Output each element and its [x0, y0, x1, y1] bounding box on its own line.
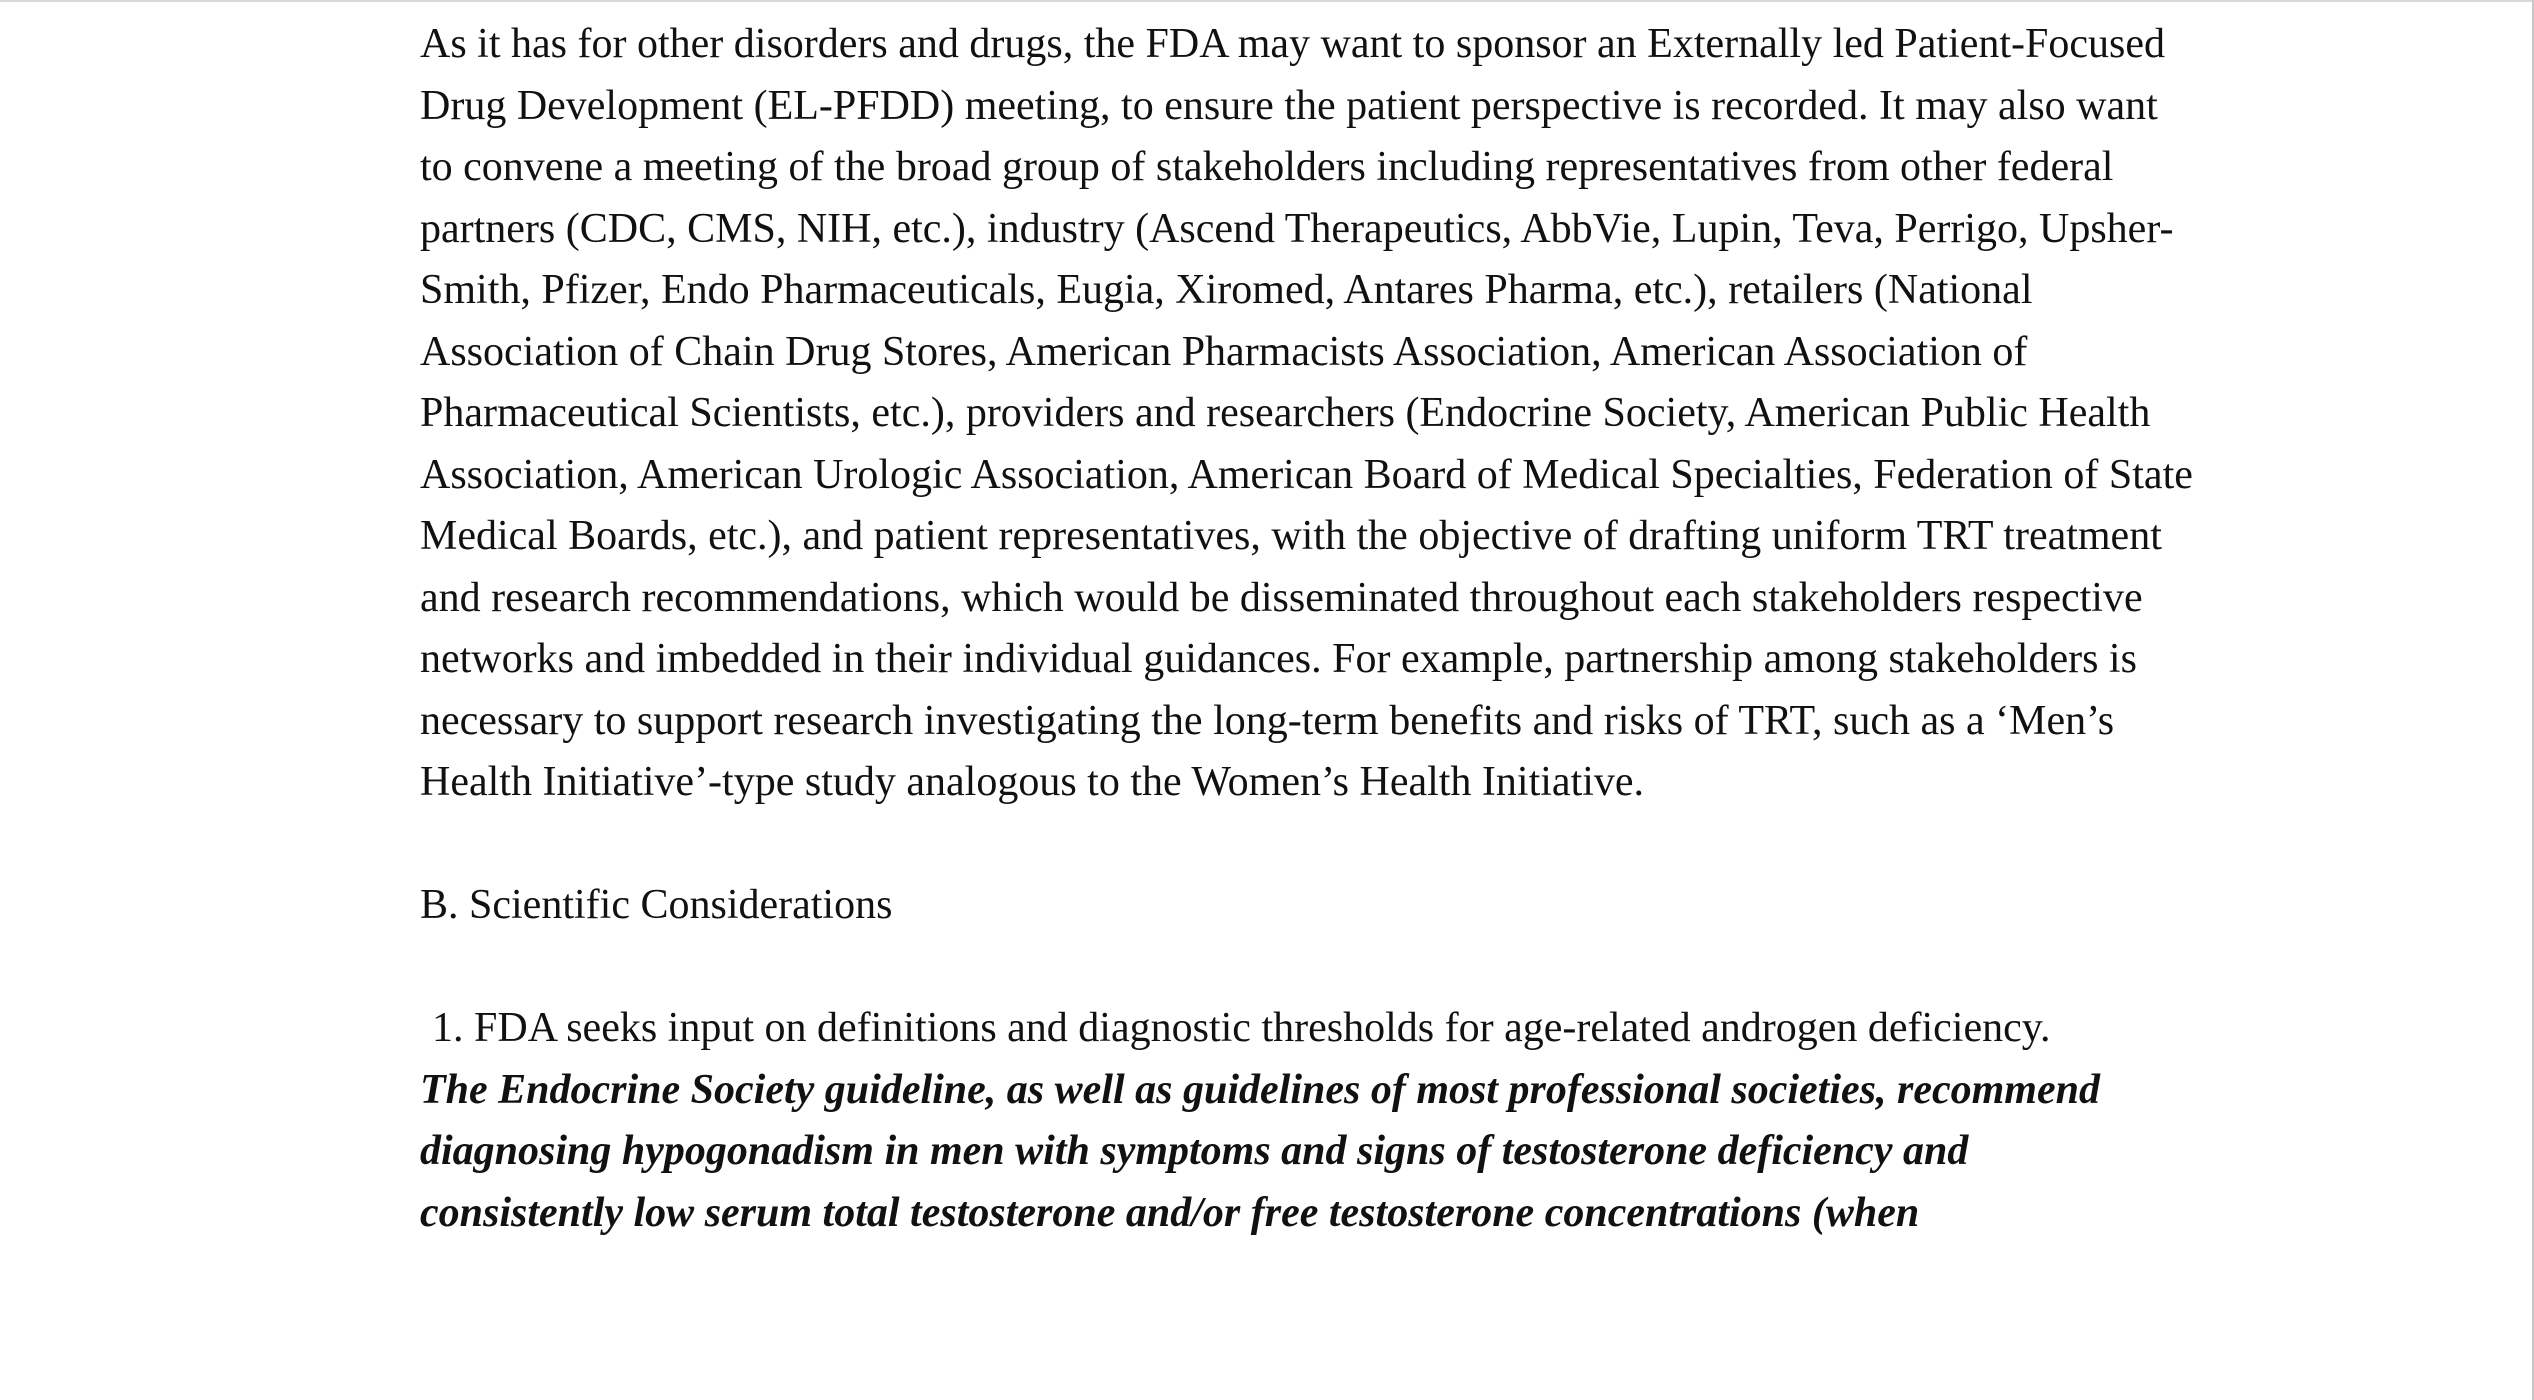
paragraph-line: partners (CDC, CMS, NIH, etc.), industry (Ascend Therapeutics, AbbVie, Lupin, Teva, Perrigo, Upsher-: [420, 205, 2174, 252]
paragraph-spacer: [420, 937, 2360, 999]
body-paragraph: [420, 14, 2360, 814]
paragraph-line: As it has for other disorders and drugs, the FDA may want to sponsor an Externally led Patient-Focused: [420, 21, 2166, 67]
paragraph-spacer: [420, 814, 2360, 876]
page-top-edge: [0, 0, 2534, 2]
paragraph-line: Smith, Pfizer, Endo Pharmaceuticals, Eugia, Xiromed, Antares Pharma, etc.), retailers (National: [420, 267, 2033, 313]
paragraph-line: Drug Development (EL-PFDD) meeting, to ensure the patient perspective is recorded. It may also want: [420, 82, 2158, 129]
paragraph-line: Health Initiative’-type study analogous to the Women’s Health Initiative.: [420, 759, 1645, 805]
answer-line: The Endocrine Society guideline, as well as guidelines of most professional societies, recommend: [420, 1066, 2100, 1113]
section-heading: B. Scientific Considerations: [420, 882, 893, 928]
paragraph-line: necessary to support research investigating the long-term benefits and risks of TRT, such as a ‘Men’s: [420, 697, 2115, 744]
paragraph-line: Medical Boards, etc.), and patient representatives, with the objective of drafting uniform TRT treatment: [420, 513, 2162, 559]
answer-line: diagnosing hypogonadism in men with symptoms and signs of testosterone deficiency and: [420, 1128, 1969, 1174]
paragraph-line: to convene a meeting of the broad group of stakeholders including representatives from other federal: [420, 144, 2114, 190]
answer-paragraph: [420, 1060, 2360, 1245]
paragraph-line: networks and imbedded in their individual guidances. For example, partnership among stakeholders is: [420, 636, 2137, 682]
document-page: [420, 14, 2360, 1244]
paragraph-line: Association, American Urologic Association, American Board of Medical Specialties, Federation of State: [420, 451, 2193, 498]
answer-line: consistently low serum total testosterone and/or free testosterone concentrations (when: [420, 1189, 1920, 1236]
question-text: 1. FDA seeks input on definitions and diagnostic thresholds for age-related androgen deficiency.: [432, 1005, 2051, 1051]
paragraph-line: and research recommendations, which would be disseminated throughout each stakeholders respective: [420, 574, 2143, 621]
paragraph-line: Association of Chain Drug Stores, American Pharmacists Association, American Association of: [420, 328, 2028, 375]
paragraph-line: Pharmaceutical Scientists, etc.), providers and researchers (Endocrine Society, American Public Health: [420, 390, 2151, 436]
